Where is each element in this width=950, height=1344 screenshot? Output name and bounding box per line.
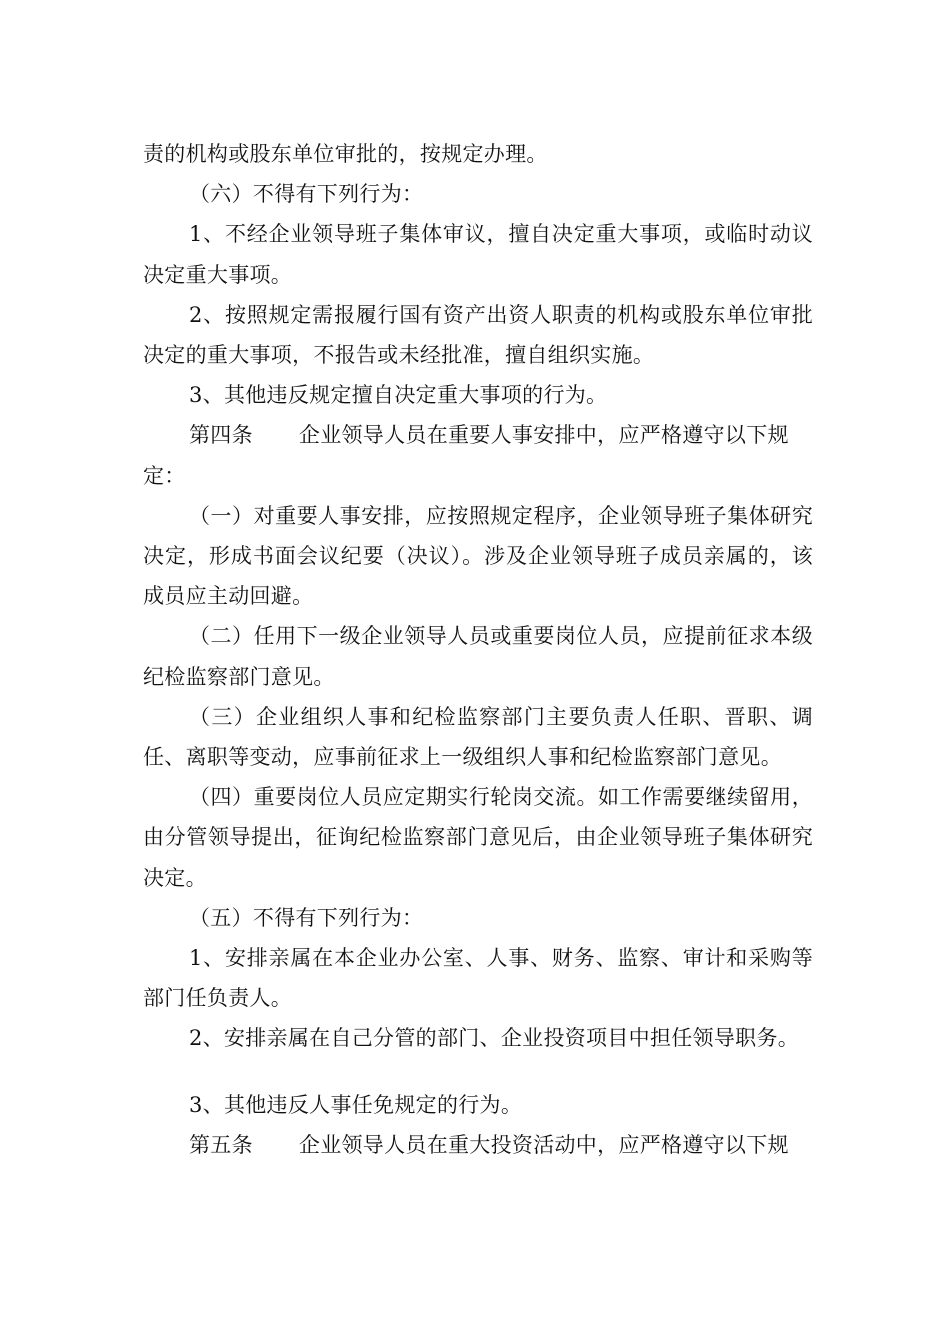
article-five (143, 1125, 813, 1165)
paragraph-item-2b: 2、安排亲属在自己分管的部门、企业投资项目中担任领导职务。 (189, 1026, 800, 1051)
paragraph-item-3: 3、其他违反规定擅自决定重大事项的行为。 (189, 383, 608, 408)
paragraph-section-five-heading: （五）不得有下列行为： (189, 905, 424, 930)
document-body (143, 134, 813, 1165)
paragraph-section-one: （一）对重要人事安排，应按照规定程序，企业领导班子集体研究决定，形成书面会议纪要（决议）。涉及企业领导班子成员亲属的，该成员应主动回避。 (143, 503, 813, 609)
paragraph-section-three: （三）企业组织人事和纪检监察部门主要负责人任职、晋职、调任、离职等变动，应事前征求上一级组织人事和纪检监察部门意见。 (143, 704, 813, 770)
paragraph-section-six-heading: （六）不得有下列行为： (189, 182, 424, 207)
article-four-number: 第四条 (189, 423, 253, 448)
paragraph-item-1b: 1、安排亲属在本企业办公室、人事、财务、监察、审计和采购等部门任负责人。 (143, 946, 813, 1011)
article-five-text: 企业领导人员在重大投资活动中，应严格遵守以下规 (298, 1132, 789, 1157)
paragraph-section-four: （四）重要岗位人员应定期实行轮岗交流。如工作需要继续留用，由分管领导提出，征询纪检监察部门意见后，由企业领导班子集体研究决定。 (143, 785, 813, 890)
paragraph-item-1: 1、不经企业领导班子集体审议，擅自决定重大事项，或临时动议决定重大事项。 (143, 222, 813, 287)
article-five-number: 第五条 (189, 1132, 253, 1157)
paragraph-continuation: 责的机构或股东单位审批的，按规定办理。 (143, 142, 548, 166)
paragraph-item-2: 2、按照规定需报履行国有资产出资人职责的机构或股东单位审批决定的重大事项，不报告或未经批准，擅自组织实施。 (143, 302, 813, 368)
article-four (143, 415, 813, 495)
paragraph-item-3b: 3、其他违反人事任免规定的行为。 (189, 1092, 523, 1117)
article-four-text: 企业领导人员在重要人事安排中，应严格遵守以下规定： (143, 423, 789, 488)
paragraph-section-two: （二）任用下一级企业领导人员或重要岗位人员，应提前征求本级纪检监察部门意见。 (143, 624, 813, 689)
